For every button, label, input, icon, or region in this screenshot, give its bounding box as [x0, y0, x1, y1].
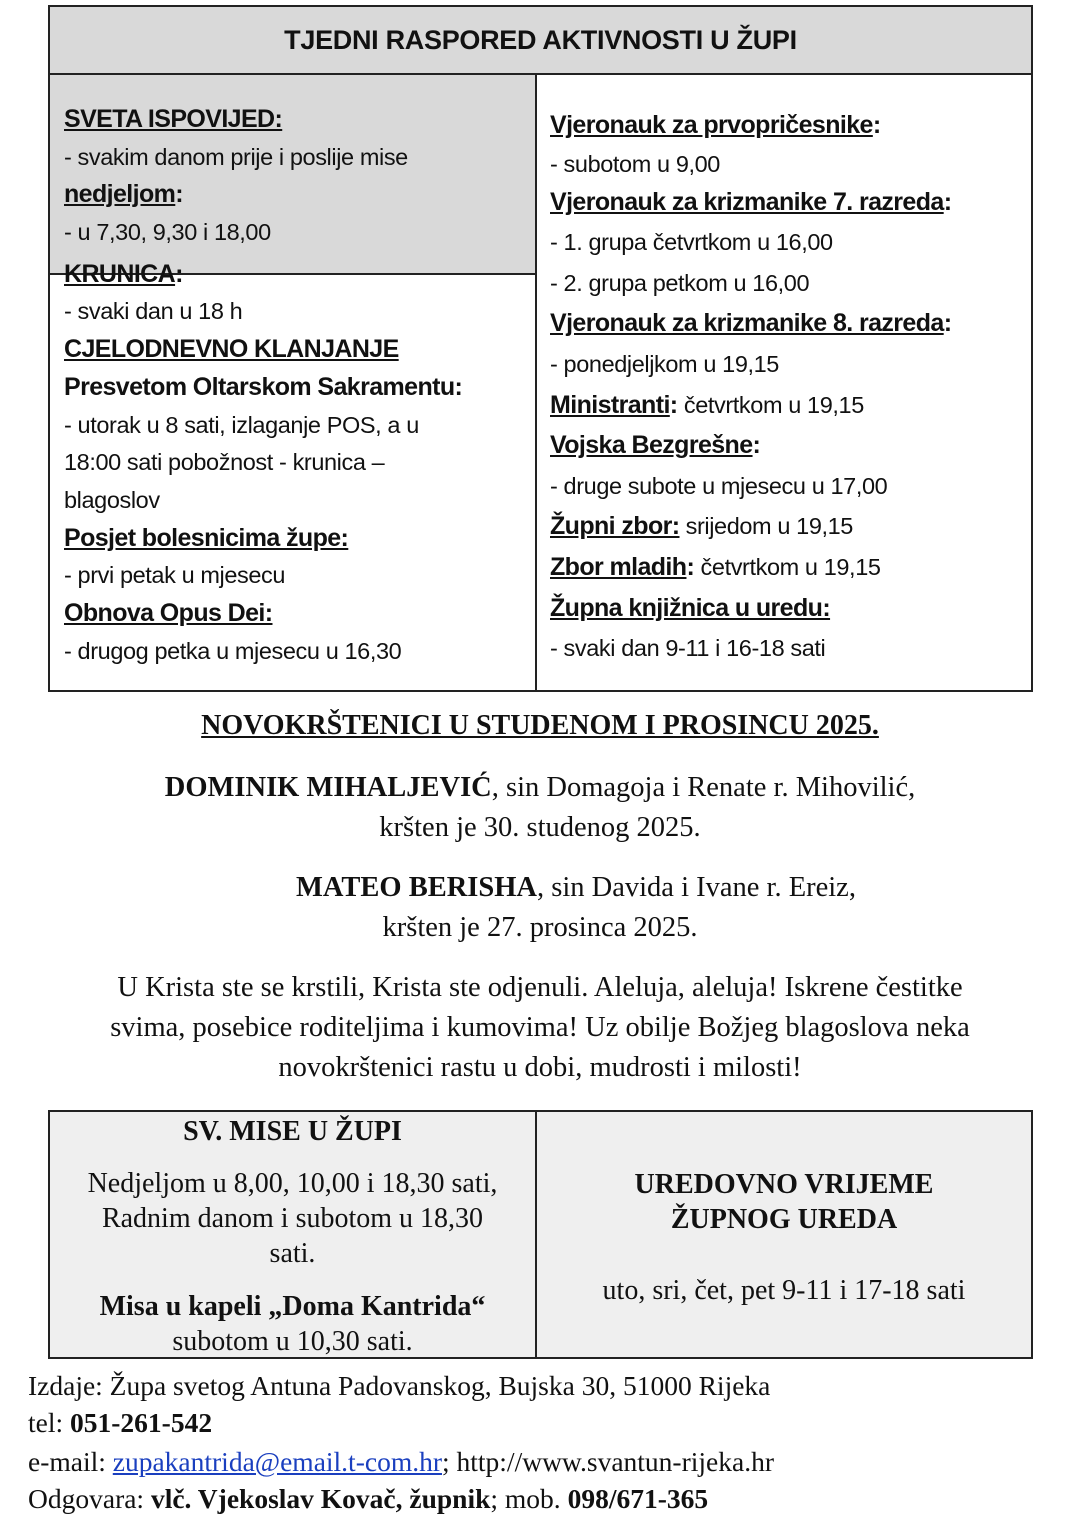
opus-dei-line: - drugog petka u mjesecu u 16,30	[64, 637, 402, 664]
masses-title: SV. MISE U ŽUPI	[183, 1116, 402, 1147]
opus-dei-heading: Obnova Opus Dei:	[64, 598, 273, 627]
parents: , sin Domagoja i Renate r. Mihovilić,	[491, 772, 916, 803]
youth-choir-heading: Zbor mladih	[550, 552, 687, 581]
masses-line: sati.	[269, 1238, 316, 1269]
message-line: svima, posebice roditeljima i kumovima! Uz obilje Božjeg blagoslova neka	[110, 1012, 970, 1043]
email-link[interactable]: zupakantrida@email.t-com.hr	[112, 1446, 442, 1477]
baptism-date: kršten je 30. studenog 2025.	[379, 812, 701, 843]
schedule-right-column: Vjeronauk za prvopričesnike: - subotom u 9,00 Vjeronauk za krizmanike 7. razreda: - 1. grupa četvrtkom u 16,00 - 2. grupa petkom u 16,00 Vjeronauk za krizmanike 8. razreda: - ponedjeljkom u 19,15 Ministranti: četvrtkom u 19,15 Vojska Bezgrešne: - druge subote u mjesecu u 17,00 Župni zbor: srijedom u 19,15 Zbor mladih: četvrtkom u 19,15 Župna knjižnica u uredu: - svaki dan 9-11 i 16-18 sati	[550, 105, 951, 669]
responsible-name: vlč. Vjekoslav Kovač, župnik	[150, 1483, 491, 1514]
adoration-heading: CJELODNEVNO KLANJANJE	[64, 335, 399, 364]
adoration-subheading: Presvetom Oltarskom Sakramentu:	[64, 372, 463, 401]
phone-line	[28, 1407, 212, 1439]
parents: , sin Davida i Ivane r. Ereiz,	[537, 872, 856, 903]
confirmation-7-line: - 1. grupa četvrtkom u 16,00	[550, 229, 833, 256]
mass-office-table	[48, 1110, 1033, 1359]
legion-heading: Vojska Bezgrešne	[550, 431, 753, 460]
column-divider	[535, 73, 537, 690]
baptism-date: kršten je 27. prosinca 2025.	[382, 912, 698, 943]
mobile-label: ; mob.	[490, 1483, 568, 1514]
rosary-heading: KRUNICA	[64, 259, 176, 288]
publisher: Izdaje: Župa svetog Antuna Padovanskog, Bujska 30, 51000 Rijeka	[28, 1370, 771, 1401]
contact-line	[28, 1446, 774, 1478]
child-name: DOMINIK MIHALJEVIĆ	[164, 772, 492, 803]
youth-choir-time: četvrtkom u 19,15	[700, 553, 881, 580]
masses-line: Nedjeljom u 8,00, 10,00 i 18,30 sati,	[87, 1168, 498, 1199]
confession-heading: SVETA ISPOVIJED:	[64, 105, 283, 133]
chapel-time: subotom u 10,30 sati.	[172, 1326, 413, 1357]
message-line: novokrštenici rastu u dobi, mudrosti i milosti!	[278, 1052, 802, 1083]
confirmation-8-line: - ponedjeljkom u 19,15	[550, 350, 779, 377]
responsible-label: Odgovara:	[28, 1483, 151, 1514]
email-label: e-mail:	[28, 1446, 113, 1477]
masses-line: Radnim danom i subotom u 18,30	[101, 1203, 484, 1234]
office-hours: uto, sri, čet, pet 9-11 i 17-18 sati	[602, 1275, 966, 1306]
altar-servers-heading: Ministranti	[550, 390, 670, 419]
library-line: - svaki dan 9-11 i 16-18 sati	[550, 635, 826, 662]
office-title: ŽUPNOG UREDA	[670, 1204, 898, 1235]
adoration-line: - utorak u 8 sati, izlaganje POS, a u	[64, 411, 419, 438]
confirmation-7-heading: Vjeronauk za krizmanike 7. razreda	[550, 187, 944, 216]
chapel-title: Misa u kapeli „Doma Kantrida“	[99, 1291, 486, 1322]
choir-heading: Župni zbor:	[550, 512, 680, 541]
legion-line: - druge subote u mjesecu u 17,00	[550, 472, 888, 499]
responsible-line	[28, 1483, 708, 1515]
baptism-entry	[0, 772, 1080, 804]
adoration-line: blagoslov	[64, 486, 160, 513]
confirmation-8-heading: Vjeronauk za krizmanike 8. razreda	[550, 309, 944, 338]
confession-line: - svakim danom prije i poslije mise	[64, 143, 408, 170]
weekly-schedule-table	[48, 5, 1033, 692]
confirmation-7-line: - 2. grupa petkom u 16,00	[550, 269, 810, 296]
choir-time: srijedom u 19,15	[685, 513, 853, 540]
baptisms-title: NOVOKRŠTENICI U STUDENOM I PROSINCU 2025.	[201, 710, 879, 741]
mobile-number: 098/671-365	[567, 1483, 709, 1514]
first-communion-heading: Vjeronauk za prvopričesnike	[550, 111, 873, 139]
sick-visits-line: - prvi petak u mjesecu	[64, 562, 286, 589]
baptism-entry	[36, 872, 1080, 904]
schedule-title: TJEDNI RASPORED AKTIVNOSTI U ŽUPI	[50, 7, 1031, 75]
adoration-line: 18:00 sati pobožnost - krunica –	[64, 449, 385, 476]
rosary-line: - svaki dan u 18 h	[64, 298, 243, 325]
first-communion-line: - subotom u 9,00	[550, 150, 720, 177]
message-line: U Krista ste se krstili, Krista ste odjenuli. Aleluja, aleluja! Iskrene čestitke	[117, 972, 963, 1003]
tel-label: tel:	[28, 1407, 71, 1438]
website: ; http://www.svantun-rijeka.hr	[442, 1446, 774, 1477]
child-name: MATEO BERISHA	[296, 872, 538, 903]
sick-visits-heading: Posjet bolesnicima župe:	[64, 523, 349, 552]
altar-servers-time: četvrtkom u 19,15	[683, 391, 864, 418]
phone-number: 051-261-542	[70, 1407, 213, 1438]
office-title: UREDOVNO VRIJEME	[634, 1169, 934, 1200]
schedule-left-column: SVETA ISPOVIJED: - svakim danom prije i poslije mise nedjeljom: - u 7,30, 9,30 i 18,00 KRUNICA: - svaki dan u 18 h CJELODNEVNO KLANJANJE Presvetom Oltarskom Sakramentu: - utorak u 8 sati, izlaganje POS, a u 18:00 sati pobožnost - krunica – blagoslov Posjet bolesnicima župe: - prvi petak u mjesecu Obnova Opus Dei: - drugog petka u mjesecu u 16,30	[64, 101, 462, 670]
sunday-times: - u 7,30, 9,30 i 18,00	[64, 219, 271, 246]
sunday-heading: nedjeljom	[64, 180, 176, 209]
library-heading: Župna knjižnica u uredu:	[550, 593, 831, 622]
